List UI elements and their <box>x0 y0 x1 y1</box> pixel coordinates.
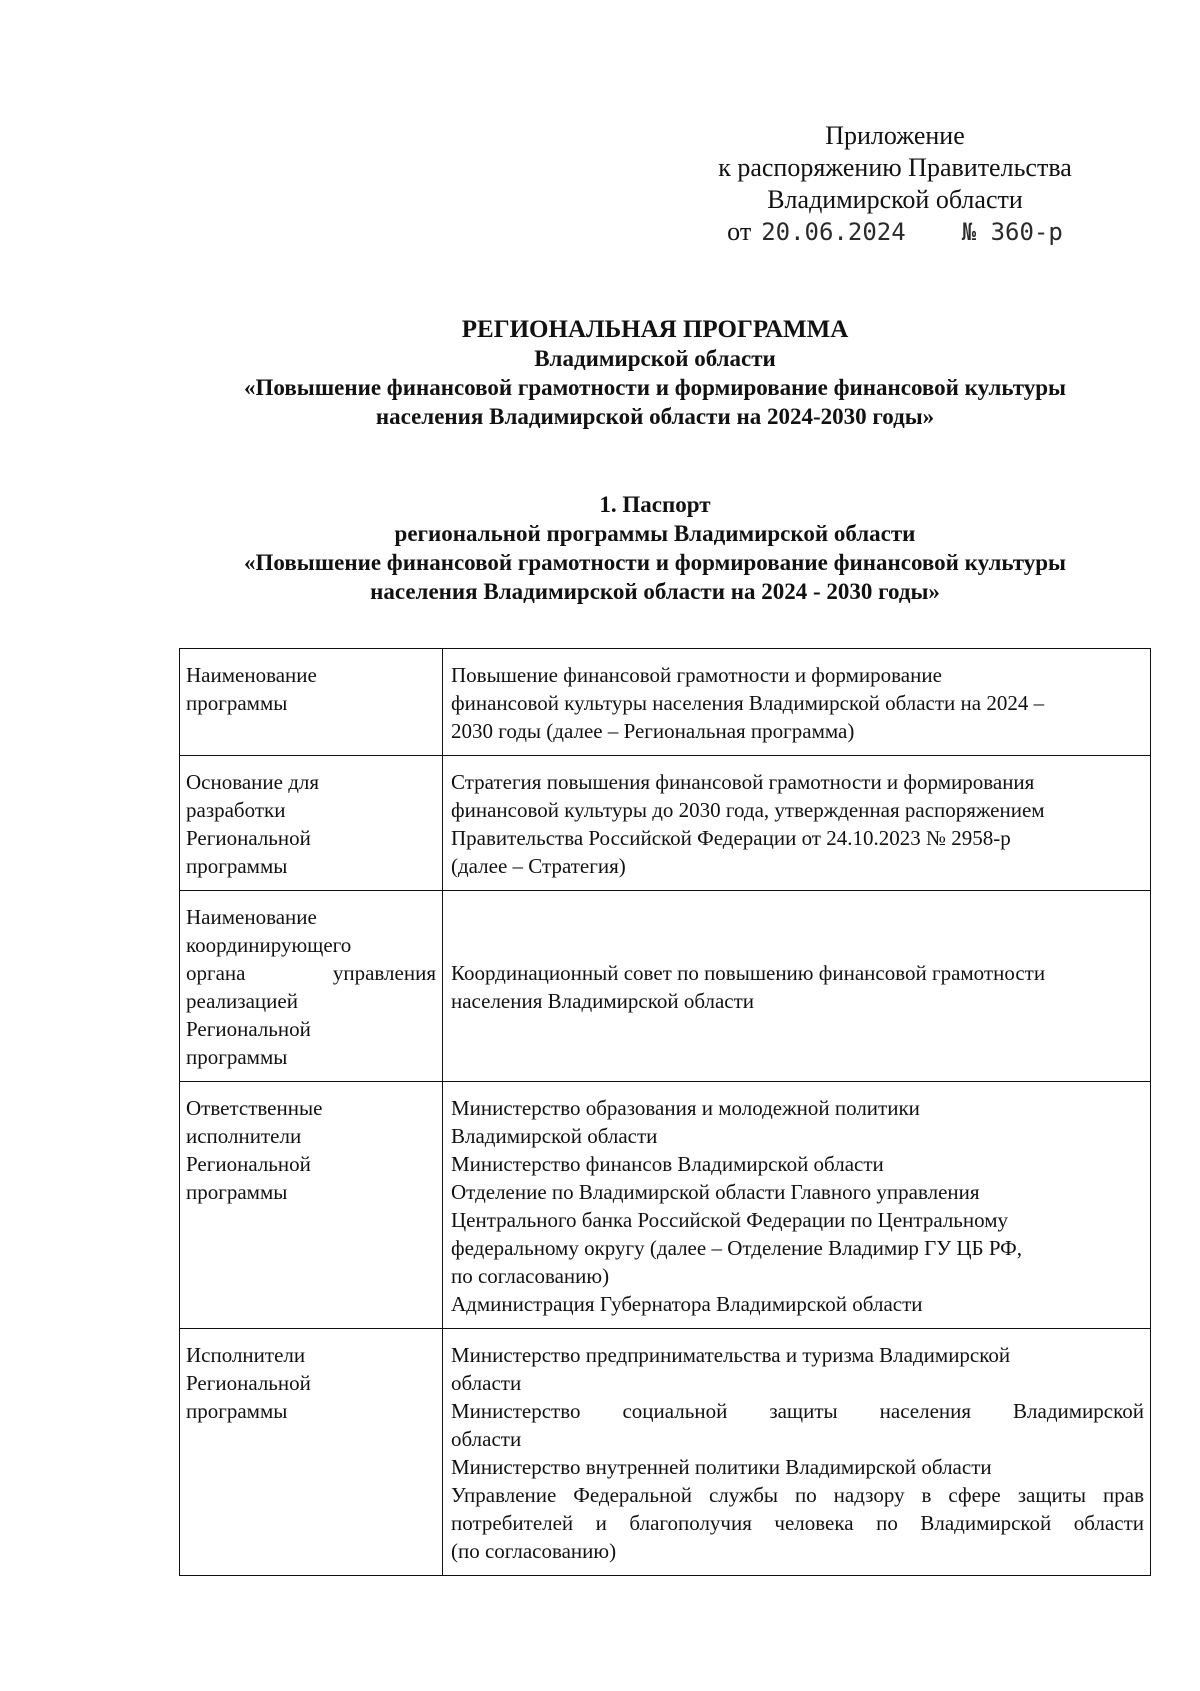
label-line: Региональной <box>186 1017 311 1041</box>
value-line: Министерство внутренней политики Владимирской области <box>451 1455 992 1479</box>
value-line: федеральному округу (далее – Отделение Владимир ГУ ЦБ РФ, <box>451 1236 1023 1260</box>
label-line: реализацией <box>186 989 298 1013</box>
value-line: области <box>451 1371 522 1395</box>
passport-table <box>179 648 1151 1576</box>
label-line: Исполнители <box>186 1343 306 1367</box>
value-line: финансовой культуры населения Владимирской области на 2024 – <box>451 691 1045 715</box>
label-line: Региональной <box>186 1152 311 1176</box>
label-line: Основание для <box>186 770 320 794</box>
label-line: программы <box>186 1399 288 1423</box>
label-line: Ответственные <box>186 1096 323 1120</box>
order-number: № 360-р <box>961 218 1063 246</box>
value-line: Отделение по Владимирской области Главного управления <box>451 1180 980 1204</box>
label-line: программы <box>186 1045 288 1069</box>
label-line: органа управления <box>186 961 436 985</box>
row-label <box>180 649 443 756</box>
appendix-reference: к распоряжению Правительства <box>718 153 1072 182</box>
value-line: Управление Федеральной службы по надзору в сфере защиты прав <box>451 1483 1144 1507</box>
table-row <box>180 891 1151 1082</box>
label-line: программы <box>186 854 288 878</box>
value-line: по согласованию) <box>451 1264 610 1288</box>
passport-subheading: региональной программы Владимирской области <box>394 521 916 546</box>
program-region: Владимирской области <box>534 346 776 371</box>
table-row <box>180 1329 1151 1576</box>
row-label <box>180 1082 443 1329</box>
passport-name-line-2: населения Владимирской области на 2024 - 2030 годы» <box>370 579 940 604</box>
passport-title <box>130 490 1180 606</box>
label-line: Региональной <box>186 1371 311 1395</box>
label-line: координирующего <box>186 933 352 957</box>
program-name-line-1: «Повышение финансовой грамотности и формирование финансовой культуры <box>244 375 1066 400</box>
label-line: программы <box>186 1180 288 1204</box>
value-line: 2030 годы (далее – Региональная программа) <box>451 719 855 743</box>
row-value <box>443 891 1151 1082</box>
label-line: Наименование <box>186 663 317 687</box>
passport-name-line-1: «Повышение финансовой грамотности и формирование финансовой культуры <box>244 550 1066 575</box>
value-line: потребителей и благополучия человека по Владимирской области <box>451 1511 1144 1535</box>
program-heading: РЕГИОНАЛЬНАЯ ПРОГРАММА <box>461 316 849 343</box>
row-value <box>443 756 1151 891</box>
passport-heading: 1. Паспорт <box>599 492 711 517</box>
value-line: области <box>451 1427 522 1451</box>
value-line: Владимирской области <box>451 1124 658 1148</box>
value-line: Министерство образования и молодежной политики <box>451 1096 920 1120</box>
value-line: Координационный совет по повышению финансовой грамотности <box>451 961 1046 985</box>
value-line: Повышение финансовой грамотности и формирование <box>451 663 942 687</box>
value-line: Министерство финансов Владимирской области <box>451 1152 884 1176</box>
value-line: Министерство предпринимательства и туризма Владимирской <box>451 1343 1011 1367</box>
program-name-line-2: населения Владимирской области на 2024-2030 годы» <box>375 404 935 429</box>
label-line: Региональной <box>186 826 311 850</box>
value-line: финансовой культуры до 2030 года, утвержденная распоряжением <box>451 798 1045 822</box>
row-label <box>180 891 443 1082</box>
label-line: программы <box>186 691 288 715</box>
row-label <box>180 756 443 891</box>
value-line: населения Владимирской области <box>451 989 755 1013</box>
label-line: разработки <box>186 798 286 822</box>
table-row <box>180 756 1151 891</box>
value-line: Министерство социальной защиты населения Владимирской <box>451 1399 1144 1423</box>
appendix-title: Приложение <box>825 121 965 150</box>
row-value <box>443 1329 1151 1576</box>
value-line: Администрация Губернатора Владимирской области <box>451 1292 923 1316</box>
row-value <box>443 1082 1151 1329</box>
table-row <box>180 649 1151 756</box>
value-line: Центрального банка Российской Федерации по Центральному <box>451 1208 1009 1232</box>
appendix-date-line <box>690 216 1100 248</box>
row-value <box>443 649 1151 756</box>
value-line: (далее – Стратегия) <box>451 854 626 878</box>
label-line: исполнители <box>186 1124 302 1148</box>
from-label: от <box>727 217 752 246</box>
program-title <box>130 315 1180 431</box>
appendix-region: Владимирской области <box>767 185 1023 214</box>
appendix-block <box>690 120 1100 248</box>
value-line: (по согласованию) <box>451 1539 617 1563</box>
row-label <box>180 1329 443 1576</box>
value-line: Стратегия повышения финансовой грамотности и формирования <box>451 770 1035 794</box>
order-date: 20.06.2024 <box>761 218 906 246</box>
label-line: Наименование <box>186 905 317 929</box>
table-row <box>180 1082 1151 1329</box>
value-line: Правительства Российской Федерации от 24.10.2023 № 2958-р <box>451 826 1011 850</box>
